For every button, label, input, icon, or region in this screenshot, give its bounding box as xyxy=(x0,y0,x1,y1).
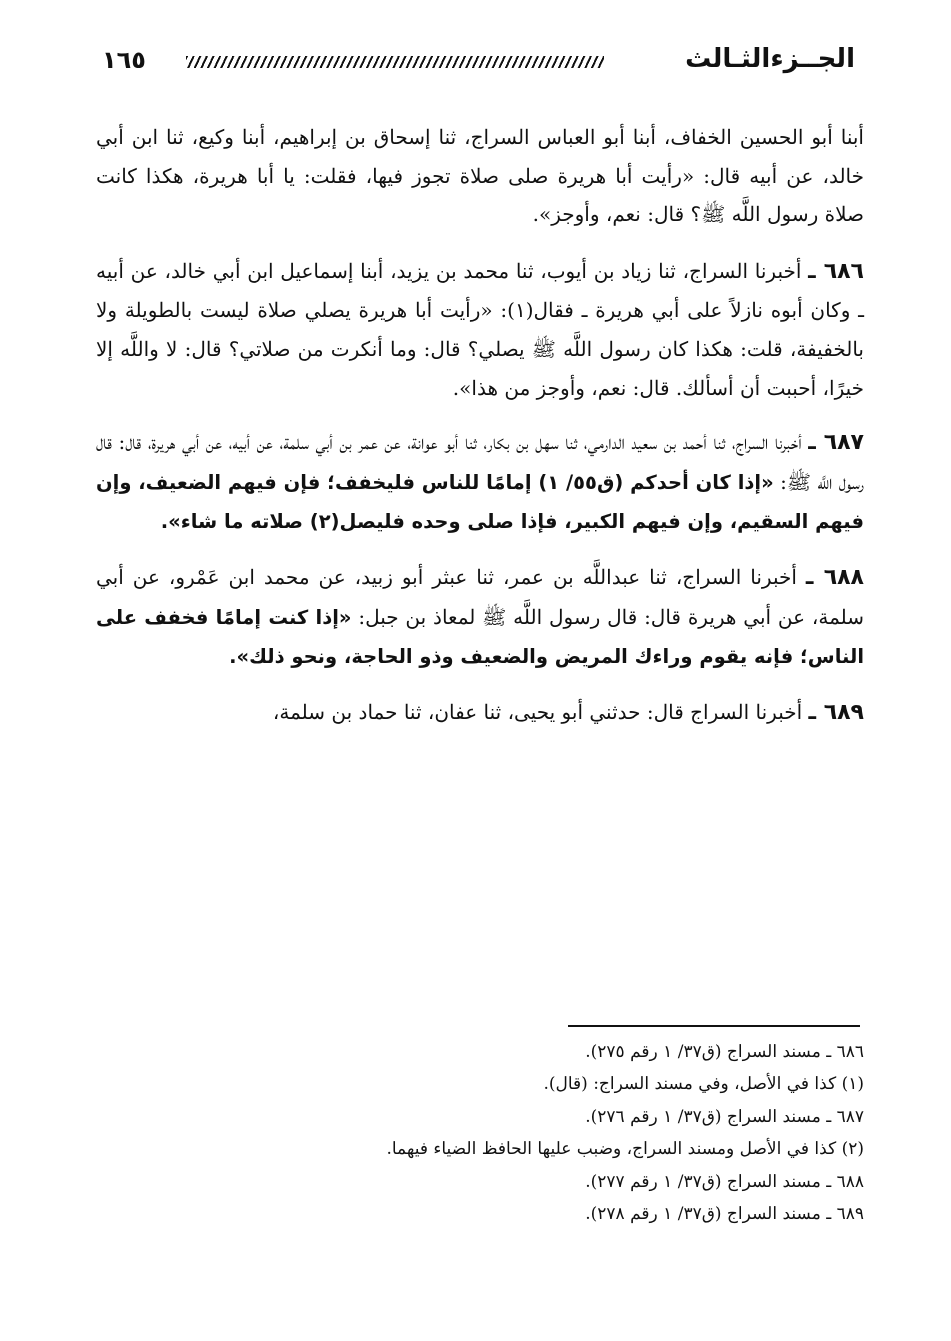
footnote: (١) كذا في الأصل، وفي مسند السراج: (قال). xyxy=(543,1074,864,1095)
paragraph-continuation xyxy=(96,118,864,234)
footnote: ٦٨٨ ـ مسند السراج (ق٣٧/ ١ رقم ٢٧٧). xyxy=(585,1171,864,1192)
hadith-number: ٦٨٧ ـ xyxy=(808,430,864,456)
hadith-number: ٦٨٦ ـ xyxy=(808,258,864,284)
hadith-quote: «إذا كان أحدكم (ق٥٥/ ١) إمامًا للناس فليخفف؛ فإن فيهم الضعيف، وإن فيهم السقيم، وإن فيهم الكبير، فإذا صلى وحده فليصل(٢) صلاته ما شاء». xyxy=(96,470,864,534)
paragraph-text: أخبرنا السراج قال: حدثني أبو يحيى، ثنا عفان، ثنا حماد بن سلمة، xyxy=(272,699,803,724)
paragraph-686 xyxy=(96,252,864,407)
paragraph-text: أبنا أبو الحسين الخفاف، أبنا أبو العباس السراج، ثنا إسحاق بن إبراهيم، أبنا وكيع، ثنا ابن أبي خالد، عن أبيه قال: «رأيت أبا هريرة صلى صلاة تجوز فيها، فقلت: يا أبا هريرة، هكذا كانت صلاة رسول اللَّه ﷺ؟ قال: نعم، وأوجز». xyxy=(96,125,864,227)
page-header xyxy=(0,44,951,84)
paragraph-688 xyxy=(96,558,864,677)
paragraph-687 xyxy=(96,423,864,542)
footnote-separator xyxy=(568,1025,860,1027)
page-number: ١٦٥ xyxy=(102,46,146,74)
paragraph-text: أخبرنا السراج، ثنا زياد بن أيوب، ثنا محمد بن يزيد، أبنا إسماعيل ابن أبي خالد، عن أبيه ـ وكان أبوه نازلاً على أبي هريرة ـ فقال(١): «رأيت أبا هريرة يصلي صلاة ليست بالطويلة ولا بالخفيفة، قلت: هكذا كان رسول اللَّه ﷺ يصلي؟ قال: وما أنكرت من صلاتي؟ قال: لا واللَّه إلا خيرًا، أحببت أن أسألك. قال: نعم، وأوجز من هذا». xyxy=(96,258,864,400)
volume-title: الجــزءالثـالث xyxy=(685,44,855,74)
footnote: (٢) كذا في الأصل ومسند السراج، وضبب عليها الحافظ الضياء فيهما. xyxy=(386,1139,864,1160)
footnote: ٦٨٩ ـ مسند السراج (ق٣٧/ ١ رقم ٢٧٨). xyxy=(585,1204,864,1225)
paragraph-text: أخبرنا السراج، ثنا أحمد بن سعيد الدارمي، ثنا سهل بن بكار، ثنا أبو عوانة، عن عمر بن أبي سلمة، عن أبيه، عن أبي هريرة، قال: قال رسول اللَّه ﷺ: xyxy=(96,430,864,494)
footnote: ٦٨٧ ـ مسند السراج (ق٣٧/ ١ رقم ٢٧٦). xyxy=(585,1106,864,1127)
footnotes xyxy=(96,1036,864,1230)
hadith-number: ٦٨٨ ـ xyxy=(805,564,864,590)
main-text xyxy=(96,118,864,748)
footnote: ٦٨٦ ـ مسند السراج (ق٣٧/ ١ رقم ٢٧٥). xyxy=(585,1042,864,1062)
paragraph-689 xyxy=(96,693,864,733)
paragraph-text: أخبرنا السراج، ثنا عبداللَّه بن عمر، ثنا عبثر أبو زبيد، عن محمد ابن عَمْرو، عن أبي سلمة، عن أبي هريرة قال: قال رسول اللَّه ﷺ لمعاذ بن جبل: xyxy=(96,564,865,629)
header-rule xyxy=(186,56,604,68)
hadith-quote: «إذا كنت إمامًا فخفف على الناس؛ فإنه يقوم وراءك المريض والضعيف وذو الحاجة، ونحو ذلك». xyxy=(96,605,864,669)
hadith-number: ٦٨٩ ـ xyxy=(808,699,864,725)
